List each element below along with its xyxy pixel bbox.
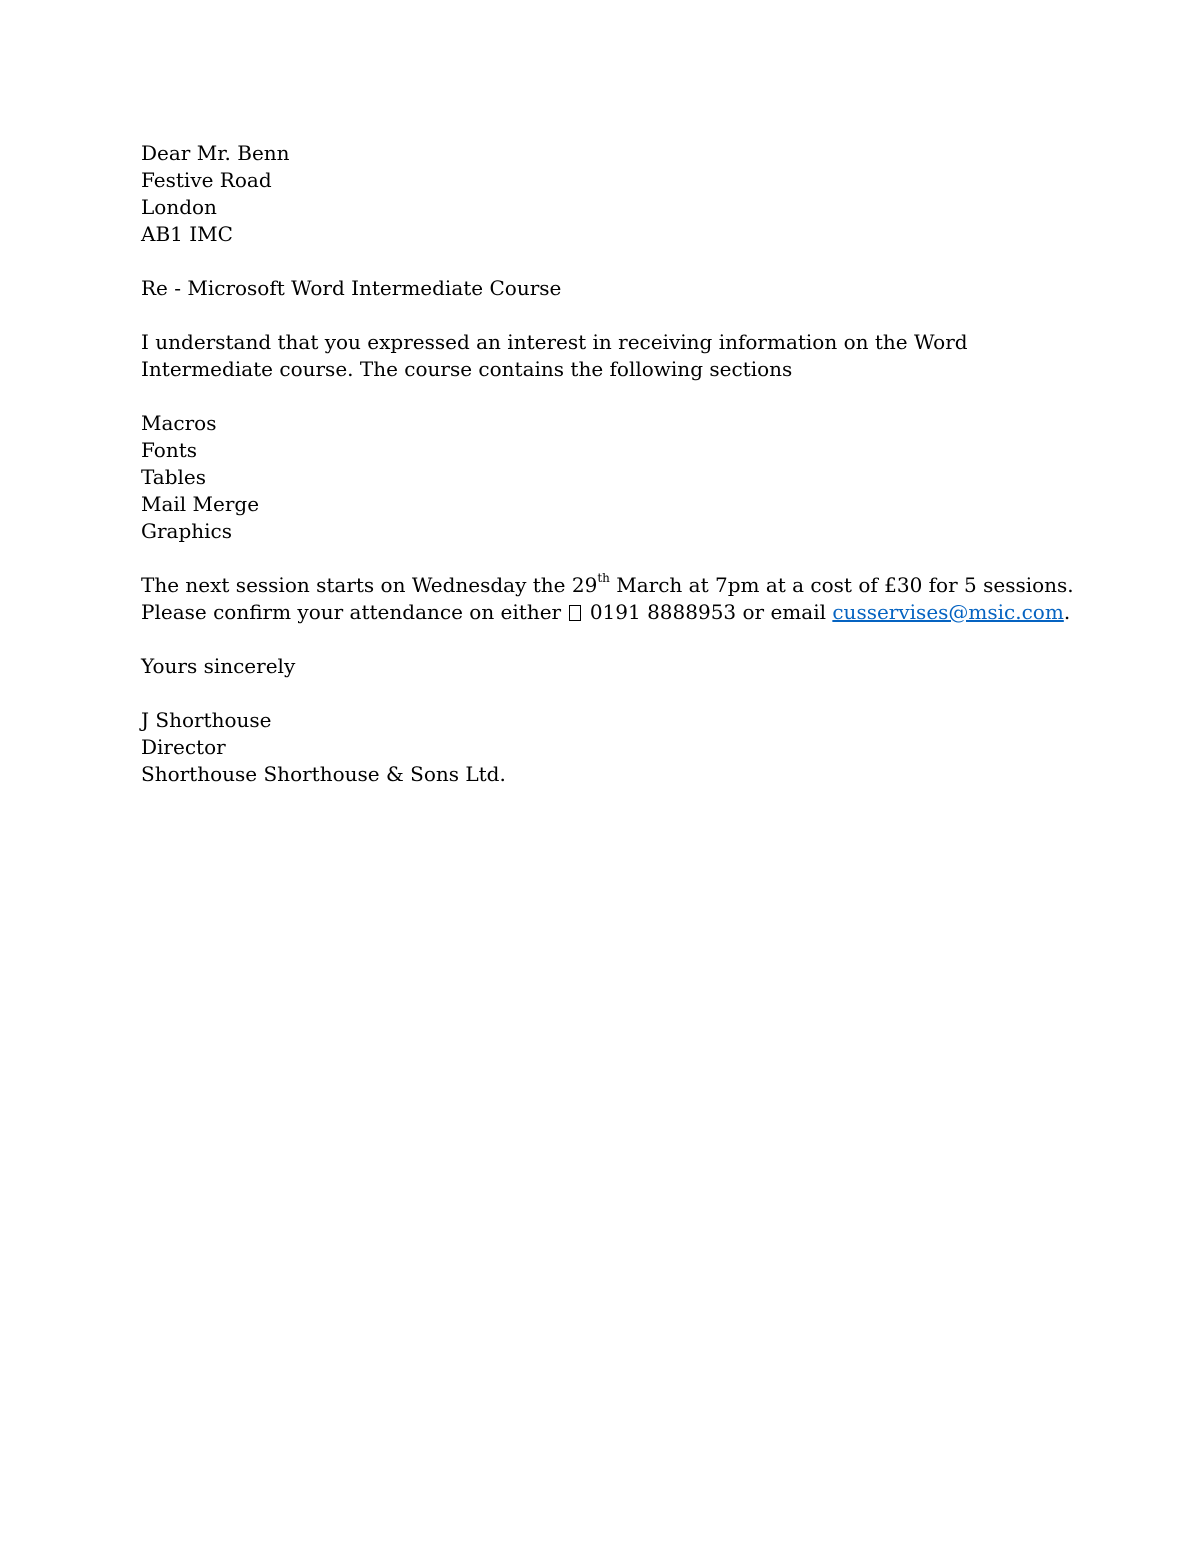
spacer — [141, 383, 1101, 410]
spacer — [141, 680, 1101, 707]
spacer — [141, 302, 1101, 329]
section-item-tables: Tables — [141, 465, 207, 489]
letter-body — [141, 140, 1101, 788]
intro-line-2: Intermediate course. The course contains the following sections — [141, 357, 793, 381]
phone-icon — [569, 605, 581, 621]
email-link[interactable]: cusservises@msic.com — [832, 600, 1064, 624]
ordinal-suffix: th — [597, 571, 610, 586]
section-item-macros: Macros — [141, 411, 217, 435]
intro-line-1: I understand that you expressed an interest in receiving information on the Word — [141, 330, 968, 354]
phone-number: 0191 8888953 or email — [583, 600, 833, 624]
signature-name: J Shorthouse — [141, 708, 272, 732]
closing: Yours sincerely — [141, 654, 296, 678]
salutation: Dear Mr. Benn — [141, 141, 290, 165]
end-punctuation: . — [1063, 600, 1071, 624]
signature-title: Director — [141, 735, 226, 759]
address-postcode: AB1 IMC — [141, 222, 233, 246]
confirm-text: Please confirm your attendance on either — [141, 600, 568, 624]
address-street: Festive Road — [141, 168, 272, 192]
signature-company: Shorthouse Shorthouse & Sons Ltd. — [141, 762, 506, 786]
spacer — [141, 248, 1101, 275]
spacer — [141, 545, 1101, 572]
subject-line: Re - Microsoft Word Intermediate Course — [141, 276, 562, 300]
address-city: London — [141, 195, 217, 219]
session-details — [141, 572, 1101, 599]
spacer — [141, 626, 1101, 653]
confirm-line — [141, 599, 1101, 626]
section-item-mail-merge: Mail Merge — [141, 492, 260, 516]
section-item-graphics: Graphics — [141, 519, 233, 543]
session-text-before: The next session starts on Wednesday the 29 — [141, 573, 598, 597]
section-item-fonts: Fonts — [141, 438, 198, 462]
session-text-after: March at 7pm at a cost of £30 for 5 sessions. — [609, 573, 1074, 597]
